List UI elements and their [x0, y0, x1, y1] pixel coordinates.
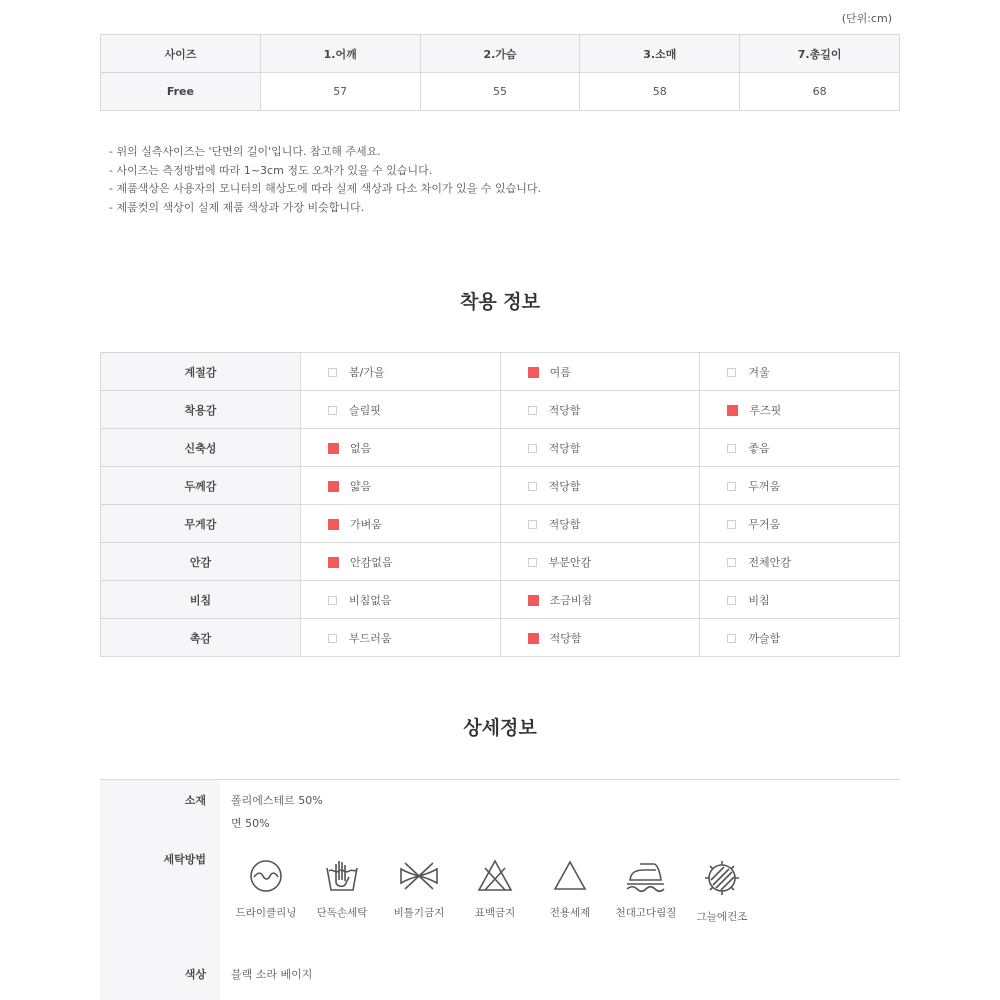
checked-box	[528, 633, 539, 644]
note-line: - 사이즈는 측정방법에 따라 1~3cm 정도 오차가 있을 수 있습니다.	[109, 163, 433, 177]
fit-info-table	[100, 352, 900, 657]
detail-title: 상세정보	[463, 717, 537, 739]
fit-option	[700, 505, 900, 543]
fit-option-label: 부분안감	[548, 555, 592, 569]
size-header-cell: 2.가슴	[420, 35, 580, 73]
note-line: - 제품색상은 사용자의 모니터의 해상도에 따라 실제 색상과 다소 차이가 있을 수 있습니다.	[109, 182, 541, 195]
fit-category: 촉감	[101, 619, 301, 657]
care-item	[687, 858, 757, 924]
fit-row	[101, 619, 900, 657]
size-value-cell: 55	[420, 73, 580, 111]
size-value-cell: 68	[740, 73, 900, 111]
fit-option-label: 부드러움	[349, 631, 392, 645]
care-item	[535, 858, 605, 920]
material-label: 소재	[184, 794, 206, 807]
fit-row	[101, 429, 900, 467]
fit-option-label: 루즈핏	[749, 403, 782, 417]
fit-category: 신축성	[101, 429, 301, 467]
fit-option-label: 좋음	[748, 441, 770, 455]
fit-option	[500, 581, 700, 619]
care-item-label: 비틀기금지	[393, 907, 445, 919]
fit-category: 안감	[101, 543, 301, 581]
fit-row	[101, 467, 900, 505]
fit-row	[101, 353, 900, 391]
unchecked-box	[328, 368, 337, 377]
fit-option-label: 얇음	[350, 479, 372, 493]
size-header-cell: 1.어깨	[260, 35, 420, 73]
fit-category: 비침	[101, 581, 301, 619]
color-label: 색상	[184, 968, 206, 981]
fit-row	[101, 391, 900, 429]
fit-option-label: 없음	[350, 441, 372, 455]
checked-box	[528, 367, 539, 378]
fit-category: 무게감	[101, 505, 301, 543]
fit-option-label: 비침없음	[349, 593, 392, 607]
care-item	[231, 858, 301, 920]
care-item	[384, 858, 454, 920]
fit-option-label: 가벼움	[350, 517, 382, 531]
unchecked-box	[727, 634, 736, 643]
size-header-cell: 3.소매	[580, 35, 740, 73]
fit-option	[500, 543, 700, 581]
checked-box	[328, 557, 339, 568]
checked-box	[328, 443, 339, 454]
dry-cleaning-icon	[248, 858, 284, 894]
fit-option-label: 적당함	[548, 479, 581, 493]
fit-option-label: 겨울	[748, 365, 770, 379]
no-wring-icon	[398, 858, 440, 894]
care-item-label: 천대고다림질	[615, 907, 677, 919]
size-header-cell: 사이즈	[101, 35, 261, 73]
unchecked-box	[528, 406, 537, 415]
fit-option-label: 무거움	[748, 517, 781, 531]
unchecked-box	[727, 520, 736, 529]
fit-option	[700, 467, 900, 505]
size-name-cell: Free	[101, 73, 261, 111]
fit-option-label: 조금비침	[549, 593, 593, 607]
fit-option	[500, 467, 700, 505]
color-value: 블랙 소라 베이지	[231, 968, 313, 981]
fit-option	[301, 353, 501, 391]
fit-option-label: 봄/가을	[349, 365, 385, 379]
fit-option-label: 적당함	[548, 517, 581, 531]
fit-option	[500, 505, 700, 543]
unchecked-box	[328, 596, 337, 605]
unchecked-box	[727, 596, 736, 605]
fit-option	[500, 619, 700, 657]
unchecked-box	[727, 444, 736, 453]
care-label: 세탁방법	[163, 853, 206, 866]
fit-option-label: 적당함	[548, 403, 581, 417]
fit-category: 계절감	[101, 353, 301, 391]
note-line: - 위의 실측사이즈는 '단면의 길이'입니다. 참고해 주세요.	[109, 145, 381, 158]
detail-divider	[100, 779, 900, 780]
unchecked-box	[528, 558, 537, 567]
fit-option-label: 까슬함	[748, 631, 781, 645]
unchecked-box	[328, 634, 337, 643]
note-line: - 제품컷의 색상이 실제 제품 색상과 가장 비슷합니다.	[109, 200, 365, 214]
fit-option	[301, 505, 501, 543]
checked-box	[727, 405, 738, 416]
unchecked-box	[727, 482, 736, 491]
fit-info-title: 착용 정보	[459, 291, 541, 313]
material-line: 폴리에스테르 50%	[231, 794, 323, 807]
fit-option	[301, 429, 501, 467]
fit-option	[700, 619, 900, 657]
iron-with-cloth-icon	[626, 858, 666, 894]
shade-dry-icon	[702, 858, 742, 898]
hand-wash-icon	[324, 858, 360, 894]
fit-option	[301, 467, 501, 505]
fit-option	[700, 391, 900, 429]
unchecked-box	[727, 368, 736, 377]
unchecked-box	[528, 520, 537, 529]
unit-label: (단위:cm)	[841, 12, 892, 25]
unchecked-box	[528, 444, 537, 453]
size-header-cell: 7.총길이	[740, 35, 900, 73]
care-item	[460, 858, 530, 920]
fit-option	[301, 581, 501, 619]
material-line: 면 50%	[231, 817, 270, 830]
unchecked-box	[328, 406, 337, 415]
fit-option	[700, 429, 900, 467]
size-table-header	[101, 35, 900, 73]
fit-row	[101, 581, 900, 619]
checked-box	[328, 481, 339, 492]
checked-box	[328, 519, 339, 530]
size-table	[100, 34, 900, 111]
fit-option-label: 안감없음	[350, 555, 393, 569]
unchecked-box	[528, 482, 537, 491]
fit-option	[500, 391, 700, 429]
care-item	[307, 858, 377, 920]
checked-box	[528, 595, 539, 606]
fit-option-label: 전체안감	[748, 555, 791, 569]
care-item-label: 표백금지	[474, 907, 516, 919]
fit-option-label: 두꺼움	[748, 479, 781, 493]
fit-option	[500, 353, 700, 391]
fit-option-label: 적당함	[549, 631, 582, 645]
fit-option	[700, 581, 900, 619]
fit-option	[301, 391, 501, 429]
size-table-row	[101, 73, 900, 111]
fit-category: 두께감	[101, 467, 301, 505]
fit-row	[101, 505, 900, 543]
care-item-label: 드라이클리닝	[235, 907, 297, 919]
fit-option	[301, 619, 501, 657]
care-item-label: 단독손세탁	[316, 907, 368, 919]
fit-category: 착용감	[101, 391, 301, 429]
care-item	[611, 858, 681, 920]
fit-option-label: 적당함	[548, 441, 581, 455]
neutral-detergent-icon	[552, 858, 588, 894]
fit-option-label: 비침	[748, 593, 770, 607]
no-bleach-icon	[477, 858, 513, 894]
care-item-label: 전용세제	[549, 907, 591, 919]
size-value-cell: 58	[580, 73, 740, 111]
fit-option	[700, 543, 900, 581]
fit-row	[101, 543, 900, 581]
size-value-cell: 57	[260, 73, 420, 111]
fit-option	[301, 543, 501, 581]
size-notes	[109, 143, 541, 217]
fit-option	[700, 353, 900, 391]
fit-option-label: 슬림핏	[349, 403, 381, 417]
unchecked-box	[727, 558, 736, 567]
care-item-label: 그늘에건조	[696, 911, 748, 923]
fit-option	[500, 429, 700, 467]
fit-option-label: 여름	[549, 365, 571, 379]
